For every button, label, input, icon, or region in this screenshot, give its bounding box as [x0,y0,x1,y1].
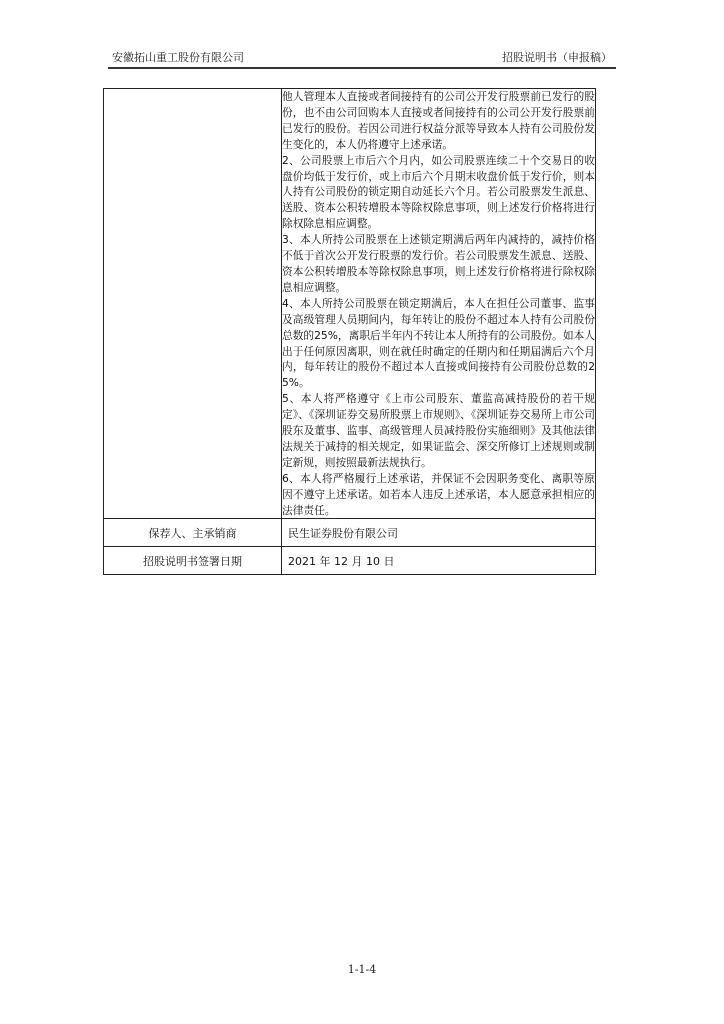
company-name: 安徽拓山重工股份有限公司 [112,51,244,64]
signing-date-label: 招股说明书签署日期 [104,547,282,575]
info-table [103,88,596,575]
page-header [108,49,616,67]
sponsor-label: 保荐人、主承销商 [104,519,282,547]
commitment-paragraph-3: 3、本人所持公司股票在上述锁定期满后两年内减持的，减持价格不低于首次公开发行股票的发行价。若公司股票发生派息、送股、资本公积转增股本等除权除息事项，则上述发行价格将进行除权除息相应调整。 [282,233,595,294]
sponsor-value: 民生证券股份有限公司 [282,519,596,547]
commitment-paragraph-4: 4、本人所持公司股票在锁定期满后，本人在担任公司董事、监事及高级管理人员期间内，每年转让的股份不超过本人持有公司股份总数的25%，离职后半年内不转让本人所持有的公司股份。如本人出于任何原因离职，则在就任时确定的任期内和任期届满后六个月内，每年转让的股份不超过本人直接或间接持有公司股份总数的25%。 [282,296,595,390]
commitment-row [104,89,596,519]
commitment-label-cell [104,89,282,519]
page-number: 1-1-4 [347,963,377,976]
commitment-paragraph-6: 6、本人将严格履行上述承诺，并保证不会因职务变化、离职等原因不遵守上述承诺。如若本人违反上述承诺，本人愿意承担相应的法律责任。 [282,471,595,517]
header-divider [108,67,616,69]
commitment-paragraph-2: 2、公司股票上市后六个月内，如公司股票连续二十个交易日的收盘价均低于发行价，或上市后六个月期末收盘价低于发行价，则本人持有公司股份的锁定期自动延长六个月。若公司股票发生派息、送股、资本公积转增股本等除权除息事项，则上述发行价格将进行除权除息相应调整。 [282,153,595,231]
commitment-paragraph-5: 5、本人将严格遵守《上市公司股东、董监高减持股份的若干规定》、《深圳证券交易所股票上市规则》、《深圳证券交易所上市公司股东及董事、监事、高级管理人员减持股份实施细则》及其他法律法规关于减持的相关规定，如果证监会、深交所修订上述规则或制定新规，则按照最新法规执行。 [282,392,595,469]
commitment-paragraph-continued: 他人管理本人直接或者间接持有的公司公开发行股票前已发行的股份，也不由公司回购本人直接或者间接持有的公司公开发行股票前已发行的股份。若因公司进行权益分派等导致本人持有公司股份发生变化的，本人仍将遵守上述承诺。 [282,90,595,151]
signing-date-row [104,547,596,575]
sponsor-row [104,519,596,547]
document-title: 招股说明书（申报稿） [502,51,612,64]
signing-date-value: 2021 年 12 月 10 日 [282,547,596,575]
commitment-content [282,89,596,519]
